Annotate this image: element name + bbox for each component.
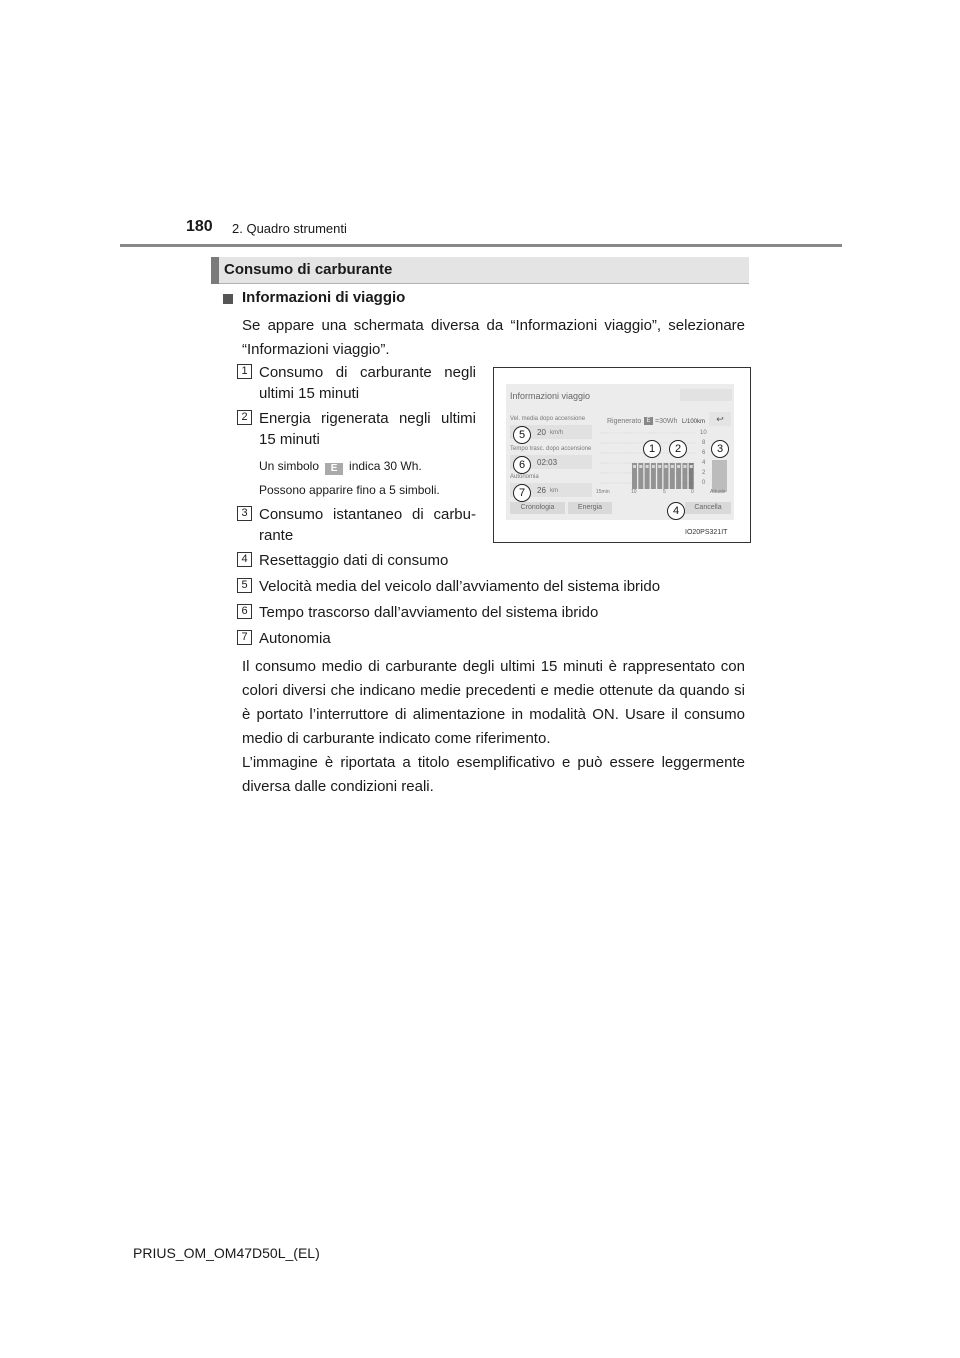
subsection-title: Informazioni di viaggio (242, 289, 406, 306)
list-item (259, 408, 476, 450)
range-unit: km (550, 488, 558, 494)
back-icon[interactable]: ↩ (709, 412, 731, 426)
figure-code: IO20PS321IT (685, 529, 728, 536)
current-consumption-bar (712, 460, 727, 492)
chapter-title: 2. Quadro strumenti (232, 221, 347, 236)
item-line: 15 minuti (259, 431, 320, 448)
regen-label: Rigenerato (607, 418, 642, 425)
energy-symbol-icon: E (325, 463, 343, 475)
closing-line: Il consumo medio di carburante degli ultimi 15 minuti è rappresentato con (242, 658, 745, 675)
energy-mark (683, 465, 686, 468)
list-item (259, 504, 476, 546)
closing-line: è portato l’interruttore di alimentazione in modalità ON. Usare il consumo (242, 706, 745, 723)
history-button[interactable]: Cronologia (510, 502, 565, 514)
callout-marker: 7 (513, 484, 531, 502)
item-line: Consumo di carburante negli (259, 364, 476, 381)
avg-speed-unit: km/h (550, 430, 564, 436)
energy-mark (665, 465, 668, 468)
energy-mark (639, 465, 642, 468)
energy-button[interactable]: Energia (568, 502, 612, 514)
x-tick: 5 (663, 489, 666, 495)
elapsed-label: Tempo trasc. dopo accensione (510, 446, 592, 452)
callout-marker: 3 (711, 440, 729, 458)
note-text: Un simbolo (259, 459, 320, 473)
energy-mark (652, 465, 655, 468)
energy-mark (677, 465, 680, 468)
item-line: ultimi 15 minuti (259, 385, 360, 402)
section-title: Consumo di carburante (224, 261, 393, 278)
x-tick: 10 (631, 489, 637, 495)
item-number: 4 (237, 552, 252, 567)
callout-marker: 2 (669, 440, 687, 458)
item-line: rante (259, 527, 294, 544)
y-tick: 0 (702, 480, 706, 486)
item-line: Energia rigenerata negli ultimi (259, 410, 476, 427)
section-heading-bar (211, 257, 219, 284)
avg-speed-value: 20 (537, 428, 546, 437)
y-tick: 6 (702, 450, 706, 456)
elapsed-value: 02:03 (537, 458, 558, 467)
screen-title: Informazioni viaggio (510, 391, 591, 401)
closing-line: diversa dalle condizioni reali. (242, 778, 434, 795)
current-label: Attuale (710, 489, 726, 495)
item-number: 6 (237, 604, 252, 619)
energy-mark (633, 465, 636, 468)
item-number: 5 (237, 578, 252, 593)
intro-paragraph: Se appare una schermata diversa da “Informazioni viaggio”, selezionare “Informazioni viaggio”. (242, 317, 745, 358)
y-tick: 10 (700, 430, 707, 436)
footer-code: PRIUS_OM_OM47D50L_(EL) (133, 1245, 320, 1261)
energy-symbol-icon: E (644, 417, 653, 425)
callout-marker: 4 (667, 502, 685, 520)
note-text: indica 30 Wh. (349, 459, 422, 473)
note-line: Possono apparire fino a 5 simboli. (259, 483, 440, 497)
item-number: 7 (237, 630, 252, 645)
y-tick: 8 (702, 440, 706, 446)
callout-marker: 6 (513, 456, 531, 474)
item-number: 3 (237, 506, 252, 521)
energy-mark (671, 465, 674, 468)
energy-mark (690, 465, 693, 468)
range-value: 26 (537, 486, 546, 495)
item-number: 2 (237, 410, 252, 425)
item-line: Consumo istantaneo di carbu- (259, 506, 476, 523)
screen-status-area (680, 389, 732, 401)
x-tick: 0 (691, 489, 694, 495)
clear-button[interactable]: Cancella (685, 502, 731, 514)
closing-line: L’immagine è riportata a titolo esemplificativo e può essere leggermente (242, 754, 745, 771)
list-item: Velocità media del veicolo dall’avviamento del sistema ibrido (259, 578, 661, 595)
list-item (259, 362, 476, 404)
avg-speed-label: Vel. media dopo accensione (510, 416, 586, 422)
callout-marker: 5 (513, 426, 531, 444)
closing-line: colori diversi che indicano medie precedenti e medie ottenute da quando si (242, 682, 745, 699)
list-item: Autonomia (259, 630, 331, 647)
energy-mark (646, 465, 649, 468)
header-rule (120, 244, 842, 247)
regen-value: =30Wh (655, 418, 678, 425)
closing-line: medio di carburante indicato come riferimento. (242, 730, 551, 747)
page-number: 180 (186, 218, 213, 235)
item-number: 1 (237, 364, 252, 379)
note-line (259, 459, 422, 475)
list-item: Resettaggio dati di consumo (259, 552, 449, 569)
callout-marker: 1 (643, 440, 661, 458)
x-tick: 15min (596, 489, 610, 495)
range-label: Autonomia (510, 474, 539, 480)
y-tick: 2 (702, 470, 706, 476)
fuel-unit: L/100km (682, 419, 706, 425)
closing-paragraph (242, 655, 745, 799)
y-tick: 4 (702, 460, 706, 466)
list-item: Tempo trascorso dall’avviamento del sistema ibrido (259, 604, 599, 621)
square-bullet-icon (223, 294, 233, 304)
energy-mark (658, 465, 661, 468)
